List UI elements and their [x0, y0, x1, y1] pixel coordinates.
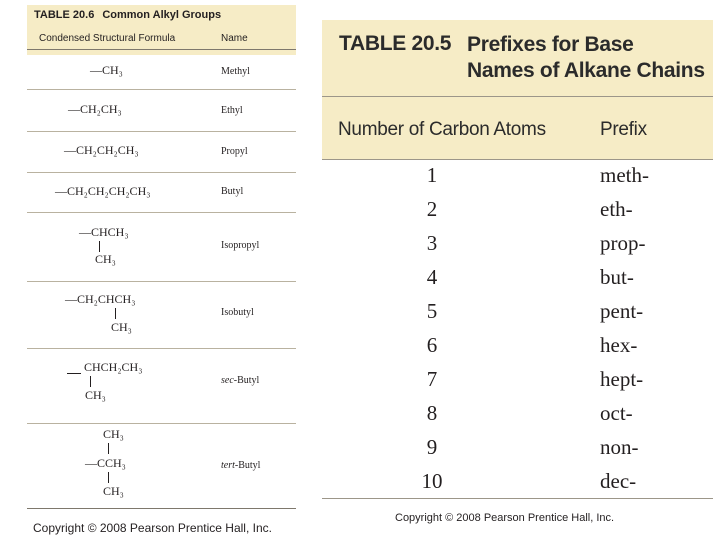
- table-number: TABLE 20.6: [34, 9, 95, 21]
- copyright-left: Copyright © 2008 Pearson Prentice Hall, Inc.: [33, 521, 272, 535]
- formula-tert-butyl-branch: CH₃: [103, 484, 124, 498]
- name-isopropyl: Isopropyl: [221, 240, 260, 251]
- table-header: [322, 20, 713, 96]
- prefix: but-: [600, 265, 634, 289]
- formula-tert-butyl-top: CH₃: [103, 427, 124, 441]
- copyright-right: Copyright © 2008 Pearson Prentice Hall, Inc.: [395, 512, 615, 524]
- prefix: hept-: [600, 367, 644, 391]
- formula-butyl: —CH₂CH₂CH₂CH₃: [55, 184, 151, 198]
- row-divider: [27, 423, 296, 424]
- name-tert-butyl-prefix: tert: [221, 460, 235, 471]
- name-ethyl: Ethyl: [221, 105, 243, 116]
- carbon-count: 10: [421, 469, 443, 493]
- column-header-prefix: Prefix: [600, 119, 647, 140]
- bond-line: [67, 373, 81, 374]
- name-tert-butyl: [221, 460, 260, 471]
- name-butyl: Butyl: [221, 186, 244, 197]
- formula-isobutyl: —CH₂CHCH₃: [65, 292, 136, 306]
- name-isobutyl: Isobutyl: [221, 307, 254, 318]
- table-bottom-rule: [322, 498, 713, 499]
- carbon-count: 9: [426, 435, 438, 459]
- formula-isobutyl-branch: CH₃: [111, 320, 132, 334]
- table-row: [322, 333, 713, 367]
- table-row: [322, 367, 713, 401]
- table-bottom-rule: [27, 508, 296, 509]
- name-sec-butyl: [221, 375, 259, 386]
- table-row: [322, 401, 713, 435]
- prefix: oct-: [600, 401, 633, 425]
- prefix: non-: [600, 435, 639, 459]
- table-row: [322, 231, 713, 265]
- name-tert-butyl-suffix: -Butyl: [234, 460, 261, 471]
- table-common-alkyl-groups: [27, 5, 296, 515]
- table-title-line-2: Names of Alkane Chains: [467, 59, 705, 82]
- header-rule: [27, 49, 296, 50]
- name-propyl: Propyl: [221, 146, 248, 157]
- carbon-count: 5: [426, 299, 438, 323]
- prefix: eth-: [600, 197, 633, 221]
- name-sec-butyl-prefix: sec: [221, 375, 234, 386]
- formula-methyl: —CH₃: [90, 63, 123, 77]
- carbon-count: 4: [426, 265, 438, 289]
- prefix: dec-: [600, 469, 637, 493]
- table-row: [322, 435, 713, 469]
- formula-isopropyl: —CHCH₃: [79, 225, 129, 239]
- formula-sec-butyl-branch: CH₃: [85, 388, 106, 402]
- bond-line: [99, 241, 100, 252]
- table-title-line-1: Prefixes for Base: [467, 33, 634, 56]
- formula-propyl: —CH₂CH₂CH₃: [64, 143, 139, 157]
- formula-tert-butyl: —CCH₃: [85, 456, 126, 470]
- bond-line: [108, 443, 109, 454]
- table-row: [322, 265, 713, 299]
- row-divider: [27, 281, 296, 282]
- column-header-formula: Condensed Structural Formula: [39, 33, 176, 44]
- column-header-row: [322, 96, 713, 160]
- bond-line: [90, 376, 91, 387]
- column-header-name: Name: [221, 33, 248, 44]
- table-alkane-prefixes: [322, 20, 713, 510]
- prefix: prop-: [600, 231, 646, 255]
- formula-sec-butyl: CHCH₂CH₃: [84, 360, 143, 374]
- table-title-text: Common Alkyl Groups: [102, 9, 222, 21]
- prefix: meth-: [600, 163, 649, 187]
- table-row: [322, 299, 713, 333]
- table-title: [34, 9, 221, 21]
- formula-isopropyl-branch: CH₃: [95, 252, 116, 266]
- carbon-count: 7: [426, 367, 438, 391]
- table-row: [322, 163, 713, 197]
- table-row: [322, 197, 713, 231]
- table-number: TABLE 20.5: [339, 32, 452, 55]
- prefix: hex-: [600, 333, 638, 357]
- row-divider: [27, 131, 296, 132]
- carbon-count: 2: [426, 197, 438, 221]
- row-divider: [27, 89, 296, 90]
- bond-line: [108, 472, 109, 483]
- formula-ethyl: —CH₂CH₃: [68, 102, 122, 116]
- row-divider: [27, 172, 296, 173]
- prefix: pent-: [600, 299, 644, 323]
- row-divider: [27, 348, 296, 349]
- row-divider: [27, 212, 296, 213]
- name-sec-butyl-suffix: -Butyl: [233, 375, 260, 386]
- table-title: [467, 32, 705, 84]
- carbon-count: 6: [426, 333, 438, 357]
- name-methyl: Methyl: [221, 66, 250, 77]
- bond-line: [115, 308, 116, 319]
- carbon-count: 3: [426, 231, 438, 255]
- table-header: [27, 5, 296, 55]
- carbon-count: 8: [426, 401, 438, 425]
- column-header-number: Number of Carbon Atoms: [338, 119, 546, 140]
- carbon-count: 1: [426, 163, 438, 187]
